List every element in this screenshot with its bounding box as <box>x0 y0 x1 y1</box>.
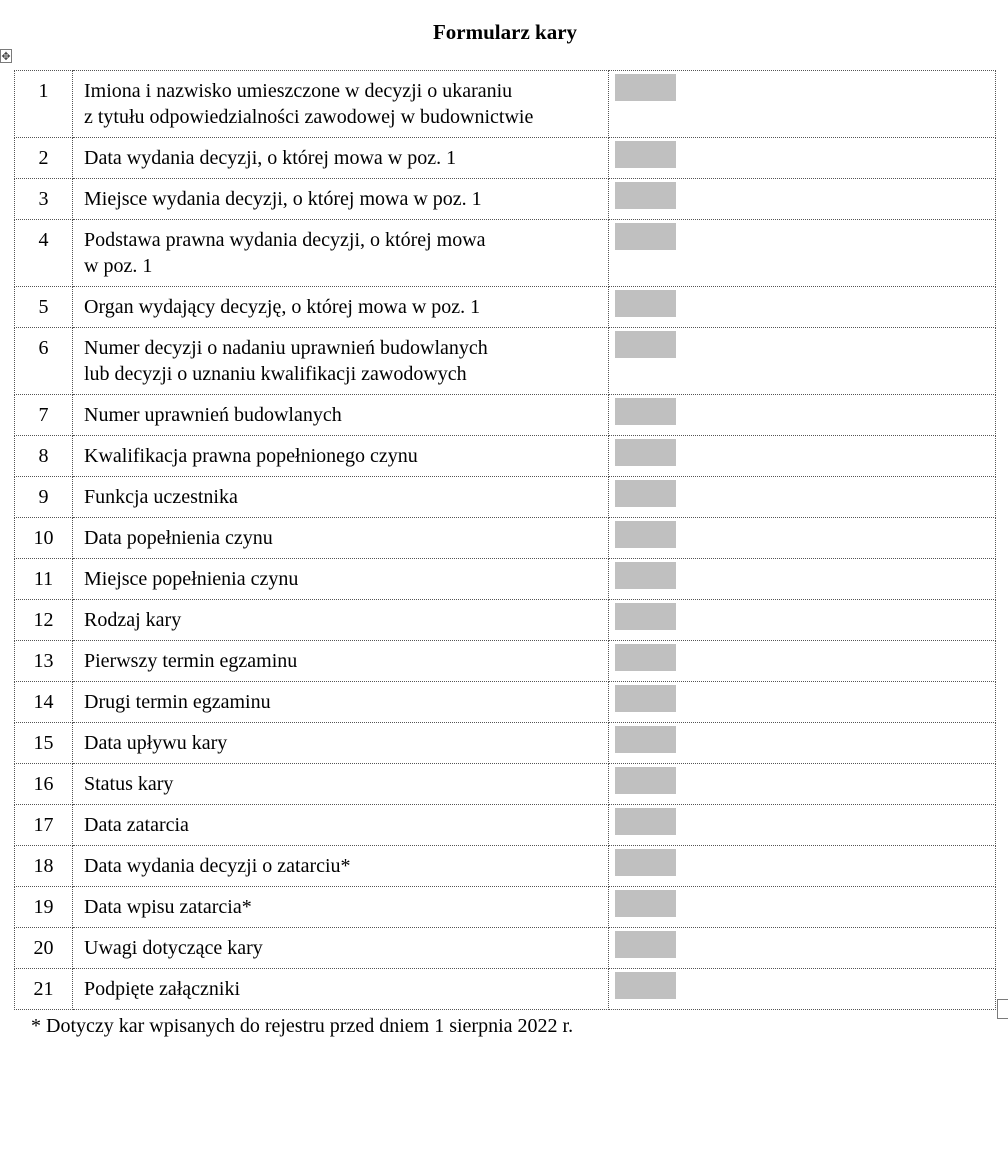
form-field-7[interactable] <box>615 398 676 425</box>
row-label-line: Funkcja uczestnika <box>84 486 238 508</box>
row-label <box>73 764 609 805</box>
row-label <box>73 287 609 328</box>
row-label-line: Data wydania decyzji o zatarciu* <box>84 855 351 877</box>
form-field-10[interactable] <box>615 521 676 548</box>
form-row-6 <box>15 328 996 395</box>
form-row-10 <box>15 518 996 559</box>
row-label-line: Data upływu kary <box>84 732 228 754</box>
form-row-7 <box>15 395 996 436</box>
row-label <box>73 328 609 395</box>
row-label-line: lub decyzji o uznaniu kwalifikacji zawodowych <box>84 363 467 385</box>
form-field-18[interactable] <box>615 849 676 876</box>
row-label <box>73 518 609 559</box>
row-label <box>73 436 609 477</box>
row-value-cell <box>609 138 996 179</box>
row-label-line: Data wpisu zatarcia* <box>84 896 252 918</box>
table-resize-handle-icon[interactable] <box>997 999 1008 1019</box>
row-value-cell <box>609 328 996 395</box>
row-label <box>73 559 609 600</box>
form-field-16[interactable] <box>615 767 676 794</box>
row-value-cell <box>609 395 996 436</box>
row-label-line: Numer decyzji o nadaniu uprawnień budowlanych <box>84 337 488 359</box>
row-label-line: Uwagi dotyczące kary <box>84 937 263 959</box>
row-label <box>73 682 609 723</box>
form-field-8[interactable] <box>615 439 676 466</box>
row-label <box>73 928 609 969</box>
row-number: 12 <box>15 600 73 641</box>
form-row-13 <box>15 641 996 682</box>
table-move-handle-icon[interactable]: ✥ <box>1 50 11 63</box>
form-row-16 <box>15 764 996 805</box>
form-row-4 <box>15 220 996 287</box>
row-number: 8 <box>15 436 73 477</box>
form-table-body <box>15 71 996 1010</box>
form-field-1[interactable] <box>615 74 676 101</box>
row-number: 19 <box>15 887 73 928</box>
row-label-line: w poz. 1 <box>84 255 153 277</box>
row-label <box>73 969 609 1010</box>
row-value-cell <box>609 641 996 682</box>
form-row-3 <box>15 179 996 220</box>
row-label <box>73 395 609 436</box>
penalty-form-table <box>14 70 996 1010</box>
row-number: 21 <box>15 969 73 1010</box>
row-number: 16 <box>15 764 73 805</box>
row-label <box>73 600 609 641</box>
row-label-line: Organ wydający decyzję, o której mowa w poz. 1 <box>84 296 481 318</box>
form-field-17[interactable] <box>615 808 676 835</box>
row-number: 4 <box>15 220 73 287</box>
row-value-cell <box>609 287 996 328</box>
row-number: 13 <box>15 641 73 682</box>
row-number: 17 <box>15 805 73 846</box>
form-field-20[interactable] <box>615 931 676 958</box>
row-value-cell <box>609 764 996 805</box>
form-row-21 <box>15 969 996 1010</box>
form-field-5[interactable] <box>615 290 676 317</box>
page-title: Formularz kary <box>432 20 578 44</box>
form-field-6[interactable] <box>615 331 676 358</box>
row-label-line: Numer uprawnień budowlanych <box>84 404 342 426</box>
row-label-line: Data zatarcia <box>84 814 189 836</box>
row-label-line: Data popełnienia czynu <box>84 527 273 549</box>
row-label <box>73 887 609 928</box>
row-label-line: Podpięte załączniki <box>84 978 241 1000</box>
row-label-line: Imiona i nazwisko umieszczone w decyzji o ukaraniu <box>84 80 513 102</box>
row-label-line: Miejsce wydania decyzji, o której mowa w poz. 1 <box>84 188 482 210</box>
row-number: 10 <box>15 518 73 559</box>
row-value-cell <box>609 436 996 477</box>
row-label <box>73 805 609 846</box>
form-field-15[interactable] <box>615 726 676 753</box>
row-value-cell <box>609 682 996 723</box>
form-field-21[interactable] <box>615 972 676 999</box>
form-row-9 <box>15 477 996 518</box>
form-field-9[interactable] <box>615 480 676 507</box>
form-row-5 <box>15 287 996 328</box>
row-value-cell <box>609 559 996 600</box>
form-row-12 <box>15 600 996 641</box>
form-row-14 <box>15 682 996 723</box>
row-value-cell <box>609 723 996 764</box>
row-label-line: Miejsce popełnienia czynu <box>84 568 299 590</box>
form-field-4[interactable] <box>615 223 676 250</box>
row-label <box>73 71 609 138</box>
form-field-19[interactable] <box>615 890 676 917</box>
form-row-20 <box>15 928 996 969</box>
row-label <box>73 477 609 518</box>
row-label <box>73 723 609 764</box>
row-label-line: Data wydania decyzji, o której mowa w poz. 1 <box>84 147 457 169</box>
form-row-19 <box>15 887 996 928</box>
form-field-13[interactable] <box>615 644 676 671</box>
row-label <box>73 846 609 887</box>
row-number: 14 <box>15 682 73 723</box>
form-row-18 <box>15 846 996 887</box>
footnote: * Dotyczy kar wpisanych do rejestru przed dniem 1 sierpnia 2022 r. <box>31 1015 574 1037</box>
form-row-17 <box>15 805 996 846</box>
row-label-line: Status kary <box>84 773 174 795</box>
row-value-cell <box>609 600 996 641</box>
row-number: 11 <box>15 559 73 600</box>
form-row-8 <box>15 436 996 477</box>
row-value-cell <box>609 71 996 138</box>
row-label-line: Pierwszy termin egzaminu <box>84 650 298 672</box>
row-number: 15 <box>15 723 73 764</box>
form-row-1 <box>15 71 996 138</box>
row-label-line: Podstawa prawna wydania decyzji, o której mowa <box>84 229 486 251</box>
row-label <box>73 641 609 682</box>
row-label <box>73 138 609 179</box>
form-field-14[interactable] <box>615 685 676 712</box>
row-number: 5 <box>15 287 73 328</box>
row-value-cell <box>609 179 996 220</box>
row-label-line: z tytułu odpowiedzialności zawodowej w budownictwie <box>84 106 534 128</box>
form-field-2[interactable] <box>615 141 676 168</box>
row-value-cell <box>609 477 996 518</box>
row-number: 6 <box>15 328 73 395</box>
row-value-cell <box>609 928 996 969</box>
row-label-line: Kwalifikacja prawna popełnionego czynu <box>84 445 418 467</box>
form-row-11 <box>15 559 996 600</box>
row-label <box>73 179 609 220</box>
row-number: 3 <box>15 179 73 220</box>
row-label-line: Rodzaj kary <box>84 609 182 631</box>
row-label-line: Drugi termin egzaminu <box>84 691 271 713</box>
form-row-15 <box>15 723 996 764</box>
form-field-11[interactable] <box>615 562 676 589</box>
row-number: 20 <box>15 928 73 969</box>
row-label <box>73 220 609 287</box>
row-value-cell <box>609 518 996 559</box>
row-number: 9 <box>15 477 73 518</box>
form-field-12[interactable] <box>615 603 676 630</box>
row-value-cell <box>609 887 996 928</box>
row-value-cell <box>609 220 996 287</box>
row-value-cell <box>609 846 996 887</box>
row-value-cell <box>609 805 996 846</box>
form-field-3[interactable] <box>615 182 676 209</box>
row-number: 2 <box>15 138 73 179</box>
row-number: 1 <box>15 71 73 138</box>
row-number: 7 <box>15 395 73 436</box>
form-row-2 <box>15 138 996 179</box>
row-number: 18 <box>15 846 73 887</box>
row-value-cell <box>609 969 996 1010</box>
